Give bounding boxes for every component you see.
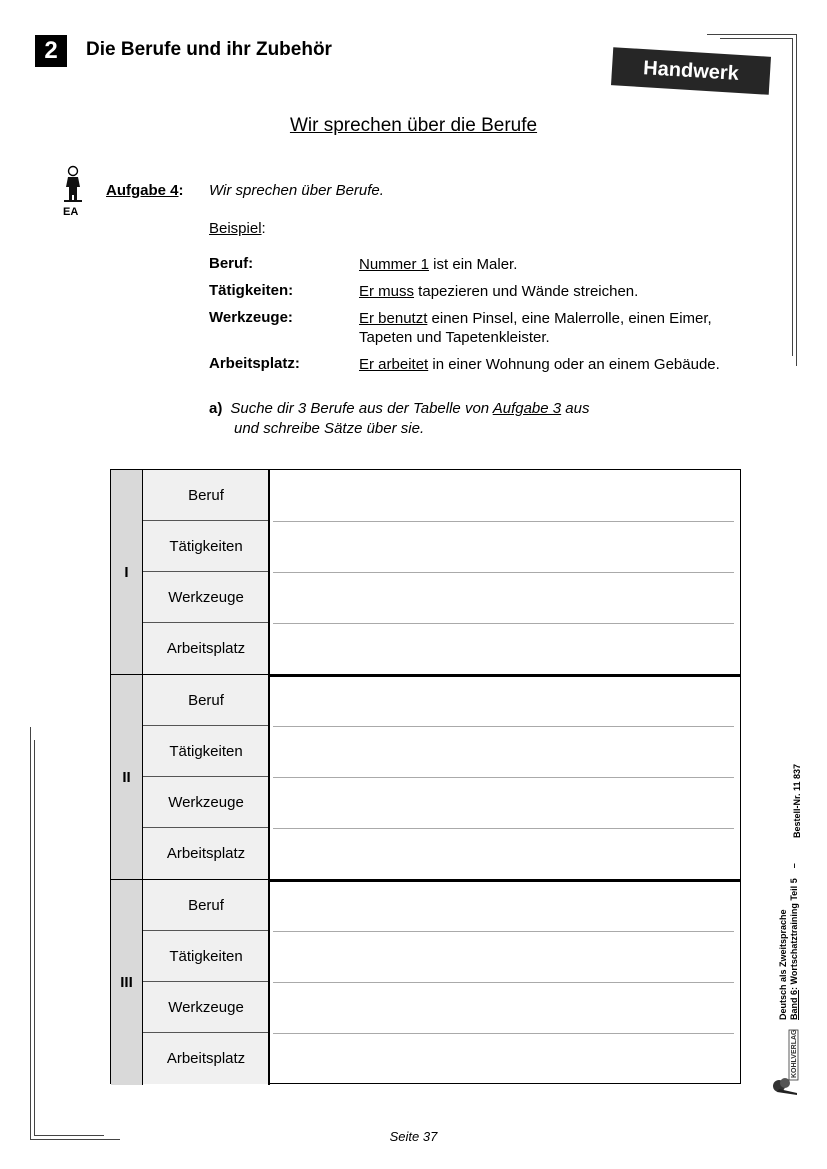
answer-line[interactable]	[273, 1033, 734, 1034]
page-subtitle	[0, 115, 827, 137]
row-label-beruf: Beruf	[143, 470, 269, 521]
example-text-beruf	[359, 255, 759, 274]
page-number: Seite 37	[389, 1129, 438, 1144]
example-label	[209, 220, 266, 237]
publisher-logo-text: KOHLVERLAG	[791, 1029, 798, 1078]
table-group-1	[111, 470, 740, 675]
example-rest: in einer Wohnung oder an einem Gebäude.	[428, 356, 720, 373]
row-label-werkzeuge: Werkzeuge	[143, 572, 269, 623]
chapter-title: Die Berufe und ihr Zubehör	[86, 39, 332, 60]
frame-line-left-inner	[34, 740, 35, 1136]
answer-line[interactable]	[273, 521, 734, 522]
answer-line[interactable]	[273, 623, 734, 624]
publisher-series-text	[778, 853, 800, 1020]
worksheet-table	[110, 469, 741, 1084]
example-term-beruf: Beruf:	[209, 255, 254, 272]
column-divider	[268, 470, 270, 675]
answer-line[interactable]	[273, 828, 734, 829]
example-text-arbeitsplatz	[359, 355, 769, 374]
answer-line[interactable]	[273, 931, 734, 932]
answer-line[interactable]	[273, 777, 734, 778]
frame-line-top-inner	[720, 38, 792, 39]
example-rest: tapezieren und Wände streichen.	[414, 283, 639, 300]
example-term-taetigkeiten: Tätigkeiten:	[209, 282, 294, 299]
group-number: III	[111, 880, 143, 1085]
frame-line-top	[707, 34, 797, 35]
frame-line-left	[30, 727, 31, 1140]
section-label: Handwerk	[611, 47, 771, 95]
row-label-arbeitsplatz: Arbeitsplatz	[143, 828, 269, 879]
task-label-text: Aufgabe 4	[106, 182, 179, 199]
frame-line-right-inner	[792, 38, 793, 356]
column-divider	[268, 675, 270, 880]
ea-label: EA	[63, 206, 79, 218]
example-underlined: Er muss	[359, 283, 415, 300]
table-group-3	[111, 880, 740, 1085]
example-underlined: Nummer 1	[359, 256, 430, 273]
table-group-2	[111, 675, 740, 880]
instruction	[209, 399, 590, 439]
example-label-colon: :	[261, 220, 266, 237]
example-text-taetigkeiten	[359, 282, 759, 301]
instruction-line2: und schreibe Sätze über sie.	[234, 420, 425, 437]
subtitle-text: Wir sprechen über die Berufe	[289, 115, 538, 136]
example-term-werkzeuge: Werkzeuge:	[209, 309, 293, 326]
series-line1: Deutsch als Zweitsprache	[778, 909, 788, 1020]
chapter-number: 2	[35, 35, 67, 67]
publisher-logo-icon	[769, 1028, 799, 1096]
row-label-beruf: Beruf	[143, 880, 269, 931]
instruction-part1: Suche dir 3 Berufe aus der Tabelle von	[230, 400, 493, 417]
column-divider	[268, 880, 270, 1085]
example-underlined: Er arbeitet	[359, 356, 429, 373]
series-band-rest: : Wortschatztraining Teil 5	[789, 878, 799, 990]
instruction-letter: a)	[209, 400, 223, 417]
instruction-link: Aufgabe 3	[492, 400, 562, 417]
row-label-taetigkeiten: Tätigkeiten	[143, 726, 269, 777]
row-label-taetigkeiten: Tätigkeiten	[143, 931, 269, 982]
answer-line[interactable]	[273, 572, 734, 573]
row-label-arbeitsplatz: Arbeitsplatz	[143, 1033, 269, 1084]
row-label-arbeitsplatz: Arbeitsplatz	[143, 623, 269, 674]
example-underlined: Er benutzt	[359, 310, 428, 327]
order-number: Bestell-Nr. 11 837	[792, 763, 802, 838]
example-rest: ist ein Maler.	[429, 256, 518, 273]
row-label-werkzeuge: Werkzeuge	[143, 982, 269, 1033]
example-rest-line2: Tapeten und Tapetenkleister.	[359, 329, 550, 346]
row-label-werkzeuge: Werkzeuge	[143, 777, 269, 828]
series-band: Band 6	[789, 989, 799, 1020]
group-number: II	[111, 675, 143, 880]
example-rest: einen Pinsel, eine Malerrolle, einen Eimer,	[427, 310, 712, 327]
group-number: I	[111, 470, 143, 675]
example-text-werkzeuge	[359, 309, 759, 347]
answer-line[interactable]	[273, 982, 734, 983]
row-label-taetigkeiten: Tätigkeiten	[143, 521, 269, 572]
instruction-part2: aus	[561, 400, 590, 417]
row-label-beruf: Beruf	[143, 675, 269, 726]
task-text: Wir sprechen über Berufe.	[209, 182, 384, 199]
series-separator: –	[789, 863, 799, 869]
task-label	[106, 182, 184, 199]
task-label-colon: :	[178, 182, 184, 199]
example-label-text: Beispiel	[209, 220, 262, 237]
example-term-arbeitsplatz: Arbeitsplatz:	[209, 355, 300, 372]
series-line2	[789, 853, 800, 1020]
frame-line-right	[796, 34, 797, 366]
answer-line[interactable]	[273, 726, 734, 727]
